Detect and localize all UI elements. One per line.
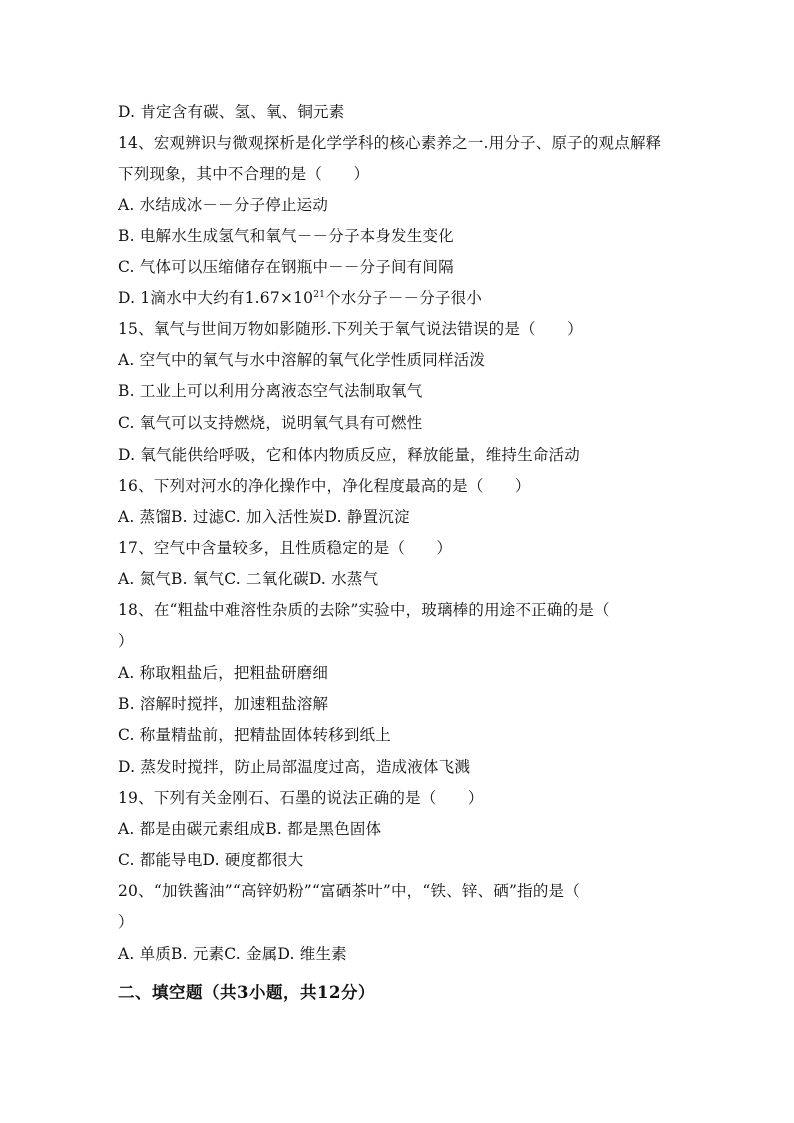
q14-option-a: A. 水结成冰－－分子停止运动 [118,196,329,214]
q15-option-c: C. 氧气可以支持燃烧，说明氧气具有可燃性 [118,414,423,432]
q20-stem-line1: 20、“加铁酱油”“高锌奶粉”“富硒茶叶”中，“铁、锌、硒”指的是（ [118,882,580,900]
section-heading-fill-in: 二、填空题（共3小题，共12分） [118,983,375,1002]
q14-option-d-prefix: D. 1滴水中大约有1.67×10 [118,289,314,307]
q15-option-b: B. 工业上可以利用分离液态空气法制取氧气 [118,382,423,400]
q13-option-d: D. 肯定含有碳、氢、氧、铜元素 [118,103,345,121]
q14-stem-line2: 下列现象，其中不合理的是（ ） [118,165,370,183]
q20-stem-line2: ） [118,913,134,931]
q14-option-c: C. 气体可以压缩储存在钢瓶中－－分子间有间隔 [118,258,454,276]
q14-option-d-suffix: 个水分子－－分子很小 [325,289,483,307]
q14-option-b: B. 电解水生成氢气和氧气－－分子本身发生变化 [118,227,454,245]
q18-option-c: C. 称量精盐前，把精盐固体转移到纸上 [118,726,391,744]
q19-stem: 19、下列有关金刚石、石墨的说法正确的是（ ） [118,789,484,807]
q14-option-d [118,288,482,308]
q17-options: A. 氮气B. 氧气C. 二氧化碳D. 水蒸气 [118,570,379,588]
q18-stem-line2: ） [118,632,134,650]
q15-option-a: A. 空气中的氧气与水中溶解的氧气化学性质同样活泼 [118,351,486,369]
q16-stem: 16、下列对河水的净化操作中，净化程度最高的是（ ） [118,477,531,495]
q15-stem: 15、氧气与世间万物如影随形.下列关于氧气说法错误的是（ ） [118,320,583,338]
q19-options-line2: C. 都能导电D. 硬度都很大 [118,851,304,869]
q20-options: A. 单质B. 元素C. 金属D. 维生素 [118,945,347,963]
q14-option-d-exponent: 21 [313,290,326,300]
q14-stem-line1: 14、宏观辨识与微观探析是化学学科的核心素养之一.用分子、原子的观点解释 [118,134,662,152]
q18-option-b: B. 溶解时搅拌，加速粗盐溶解 [118,695,329,713]
q15-option-d: D. 氧气能供给呼吸，它和体内物质反应，释放能量，维持生命活动 [118,446,580,464]
q18-stem-line1: 18、在“粗盐中难溶性杂质的去除”实验中，玻璃棒的用途不正确的是（ [118,601,610,619]
q18-option-a: A. 称取粗盐后，把粗盐研磨细 [118,664,329,682]
q17-stem: 17、空气中含量较多，且性质稳定的是（ ） [118,539,453,557]
q18-option-d: D. 蒸发时搅拌，防止局部温度过高，造成液体飞溅 [118,758,471,776]
q16-options: A. 蒸馏B. 过滤C. 加入活性炭D. 静置沉淀 [118,508,410,526]
q19-options-line1: A. 都是由碳元素组成B. 都是黑色固体 [118,820,382,838]
